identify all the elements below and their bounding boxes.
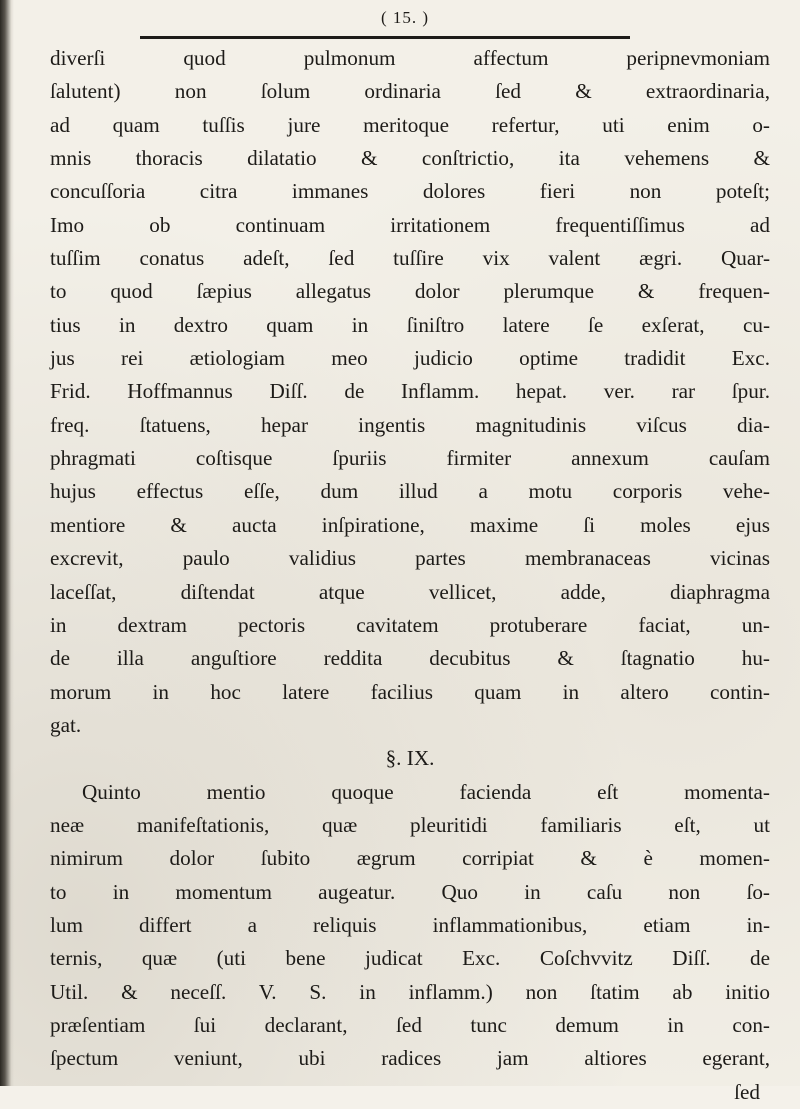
text-line: ad quam tuſſis jure meritoque refertur, uti enim o- — [50, 112, 770, 137]
text-line: mnis thoracis dilatatio & conſtrictio, ita vehemens & — [50, 146, 770, 171]
text-line: Util. & neceſſ. V. S. in inflamm.) non ſtatim ab initio — [50, 979, 770, 1004]
text-line: concuſſoria citra immanes dolores fieri non poteſt; — [50, 179, 770, 204]
text-line: freq. ſtatuens, hepar ingentis magnitudinis viſcus dia- — [50, 412, 770, 437]
text-line: præſentiam ſui declarant, ſed tunc demum in con- — [50, 1012, 770, 1037]
section-heading: §. IX. — [385, 746, 435, 771]
text-line: excrevit, paulo validius partes membranaceas vicinas — [50, 546, 770, 571]
text-line: neæ manifeſtationis, quæ pleuritidi familiaris eſt, ut — [50, 812, 770, 837]
text-line: diverſi quod pulmonum affectum peripnevmoniam — [50, 46, 770, 70]
text-line: ſpectum veniunt, ubi radices jam altiores egerant, — [50, 1046, 770, 1071]
text-line: morum in hoc latere facilius quam in altero contin- — [50, 679, 770, 704]
body-text — [50, 42, 770, 1109]
text-line: Frid. Hoffmannus Diſſ. de Inflamm. hepat. ver. rar ſpur. — [50, 379, 770, 404]
text-line: Imo ob continuam irritationem frequentiſſimus ad — [50, 212, 770, 237]
text-line: ternis, quæ (uti bene judicat Exc. Coſchvvitz Diſſ. de — [50, 946, 770, 971]
text-line: ſalutent) non ſolum ordinaria ſed & extraordinaria, — [50, 79, 770, 104]
text-line: jus rei ætiologiam meo judicio optime tradidit Exc. — [50, 346, 770, 371]
text-line: to quod ſæpius allegatus dolor plerumque & frequen- — [50, 279, 770, 304]
text-line: nimirum dolor ſubito ægrum corripiat & è momen- — [50, 846, 770, 871]
text-line: in dextram pectoris cavitatem protuberare faciat, un- — [50, 612, 770, 637]
page-number: ( 15. ) — [380, 8, 430, 27]
text-line: tius in dextro quam in ſiniſtro latere ſe exſerat, cu- — [50, 312, 770, 337]
text-line: de illa anguſtiore reddita decubitus & ſtagnatio hu- — [50, 646, 770, 671]
text-line: Quinto mentio quoque facienda eſt momenta- — [82, 779, 770, 804]
text-line: to in momentum augeatur. Quo in caſu non ſo- — [50, 879, 770, 904]
text-line: tuſſim conatus adeſt, ſed tuſſire vix valent ægri. Quar- — [50, 246, 770, 271]
catchword: ſed — [734, 1079, 760, 1104]
text-line: hujus effectus eſſe, dum illud a motu corporis vehe- — [50, 479, 770, 504]
page-binding-shadow — [0, 0, 14, 1086]
text-line: mentiore & aucta inſpiratione, maxime ſi moles ejus — [50, 512, 770, 537]
text-line: lum differt a reliquis inflammationibus, etiam in- — [50, 912, 770, 937]
header-rule — [140, 36, 630, 39]
text-line: phragmati coſtisque ſpuriis firmiter annexum cauſam — [50, 446, 770, 471]
text-line: gat. — [50, 712, 82, 737]
text-line: laceſſat, diſtendat atque vellicet, adde, diaphragma — [50, 579, 770, 604]
